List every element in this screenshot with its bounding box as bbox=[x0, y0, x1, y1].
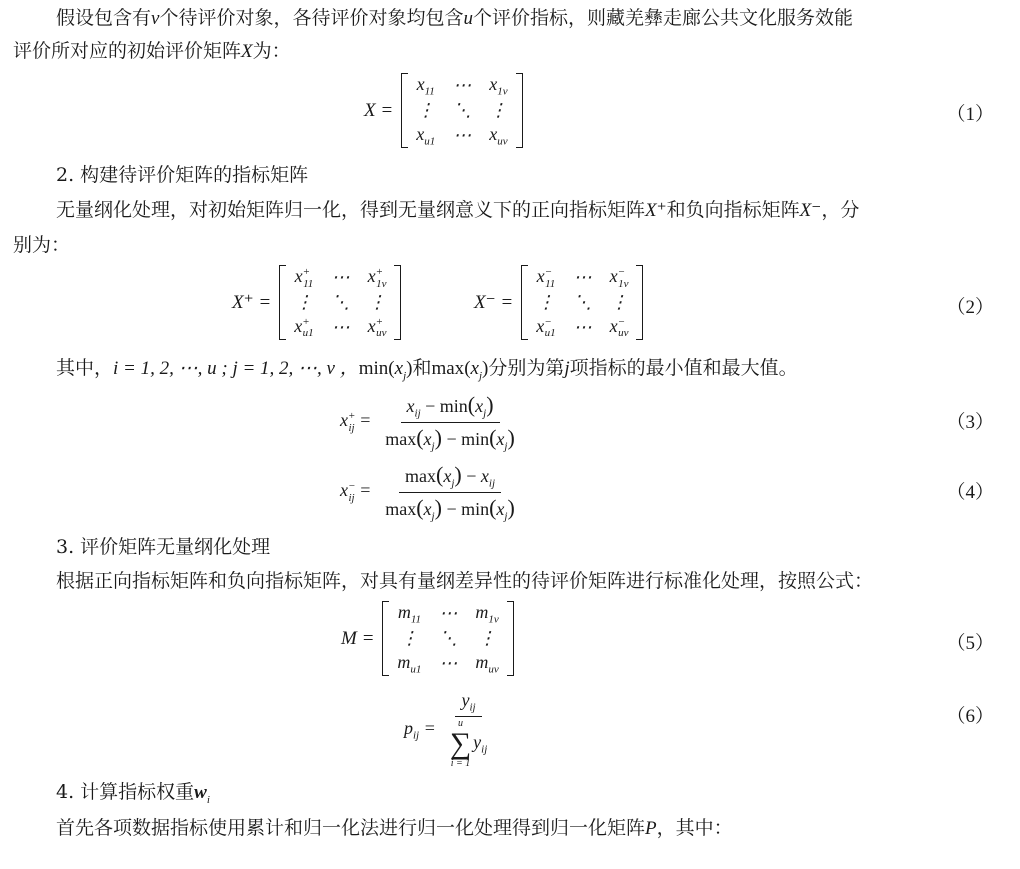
matrix-bracket: $x_{11}$ ⋯ $x_{1v}$ ⋮ ⋱ ⋮ $x_{u1}$ ⋯ $x_{uv}$ bbox=[401, 73, 522, 148]
section-3-heading: 3. 评价矩阵无量纲化处理 bbox=[56, 536, 271, 558]
paragraph-4: 根据正向指标矩阵和负向指标矩阵，对具有量纲差异性的待评价矩阵进行标准化处理，按照公式： bbox=[56, 570, 874, 592]
var-X: X bbox=[241, 41, 253, 62]
var-w: w bbox=[194, 782, 207, 803]
equation-6-number: （6） bbox=[946, 706, 994, 727]
paragraph-intro-line1: 假设包含有v个待评价对象，各待评价对象均包含u个评价指标，则藏羌彝走廊公共文化服务效能 bbox=[56, 7, 853, 29]
matrix-bracket: $x^+_{11}$ ⋯ $x^+_{1v}$ ⋮ ⋱ ⋮ $x^+_{u1}$ ⋯ $x^+_{uv}$ bbox=[279, 265, 401, 340]
equation-6: $p_{ij}$ = $y_{ij}$ u ∑ i = 1 $y_{ij}$ bbox=[404, 690, 488, 769]
equation-4: $x^-_{ij}$ = $\frac{\max(x_j) - x_{ij}}{\max(x_j) - \min(x_j)}$ bbox=[340, 462, 515, 523]
equation-2-matrix-Xplus: X⁺ = $x^+_{11}$ ⋯ $x^+_{1v}$ ⋮ ⋱ ⋮ $x^+_{u1}$ ⋯ $x^+_{uv}$ bbox=[232, 265, 401, 340]
var-v: v bbox=[151, 8, 160, 29]
section-4-heading: 4. 计算指标权重$w_i$ bbox=[56, 781, 210, 806]
equation-5-number: （5） bbox=[946, 633, 994, 654]
matrix-bracket: $x^-_{11}$ ⋯ $x^-_{1v}$ ⋮ ⋱ ⋮ $x^-_{u1}$ ⋯ $x^-_{uv}$ bbox=[521, 265, 643, 340]
paragraph-2-line1: 无量纲化处理，对初始矩阵归一化，得到无量纲意义下的正向指标矩阵X⁺和负向指标矩阵X⁻，分 bbox=[56, 199, 860, 221]
paragraph-2-line2: 别为： bbox=[13, 234, 71, 256]
equation-2-number: （2） bbox=[946, 297, 994, 318]
equation-1-matrix-X: X = $x_{11}$ ⋯ $x_{1v}$ ⋮ ⋱ ⋮ $x_{u1}$ ⋯ $x_{uv}$ bbox=[364, 73, 523, 148]
paragraph-3: 其中，i = 1, 2, ⋯, u ; j = 1, 2, ⋯, v ，$\min(x_j)$和$\max(x_j)$分别为第j项指标的最小值和最大值。 bbox=[56, 357, 798, 382]
paragraph-intro-line2: 评价所对应的初始评价矩阵X为： bbox=[13, 40, 291, 62]
var-u: u bbox=[463, 8, 473, 29]
section-2-heading: 2. 构建待评价矩阵的指标矩阵 bbox=[56, 164, 309, 186]
equation-5-matrix-M: M = $m_{11}$ ⋯ $m_{1v}$ ⋮ ⋱ ⋮ $m_{u1}$ ⋯ $m_{uv}$ bbox=[341, 601, 514, 676]
equation-1-number: （1） bbox=[946, 104, 994, 125]
equation-2-matrix-Xminus: X⁻ = $x^-_{11}$ ⋯ $x^-_{1v}$ ⋮ ⋱ ⋮ $x^-_{u1}$ ⋯ $x^-_{uv}$ bbox=[474, 265, 643, 340]
var-P: P bbox=[645, 818, 657, 839]
equation-3-number: （3） bbox=[946, 412, 994, 433]
equation-3: $x^+_{ij}$ = $\frac{x_{ij} - \min(x_j)}{\max(x_j) - \min(x_j)}$ bbox=[340, 392, 515, 453]
matrix-bracket: $m_{11}$ ⋯ $m_{1v}$ ⋮ ⋱ ⋮ $m_{u1}$ ⋯ $m_{uv}$ bbox=[382, 601, 513, 676]
equation-4-number: （4） bbox=[946, 482, 994, 503]
paragraph-5: 首先各项数据指标使用累计和归一化法进行归一化处理得到归一化矩阵P，其中： bbox=[56, 817, 733, 839]
